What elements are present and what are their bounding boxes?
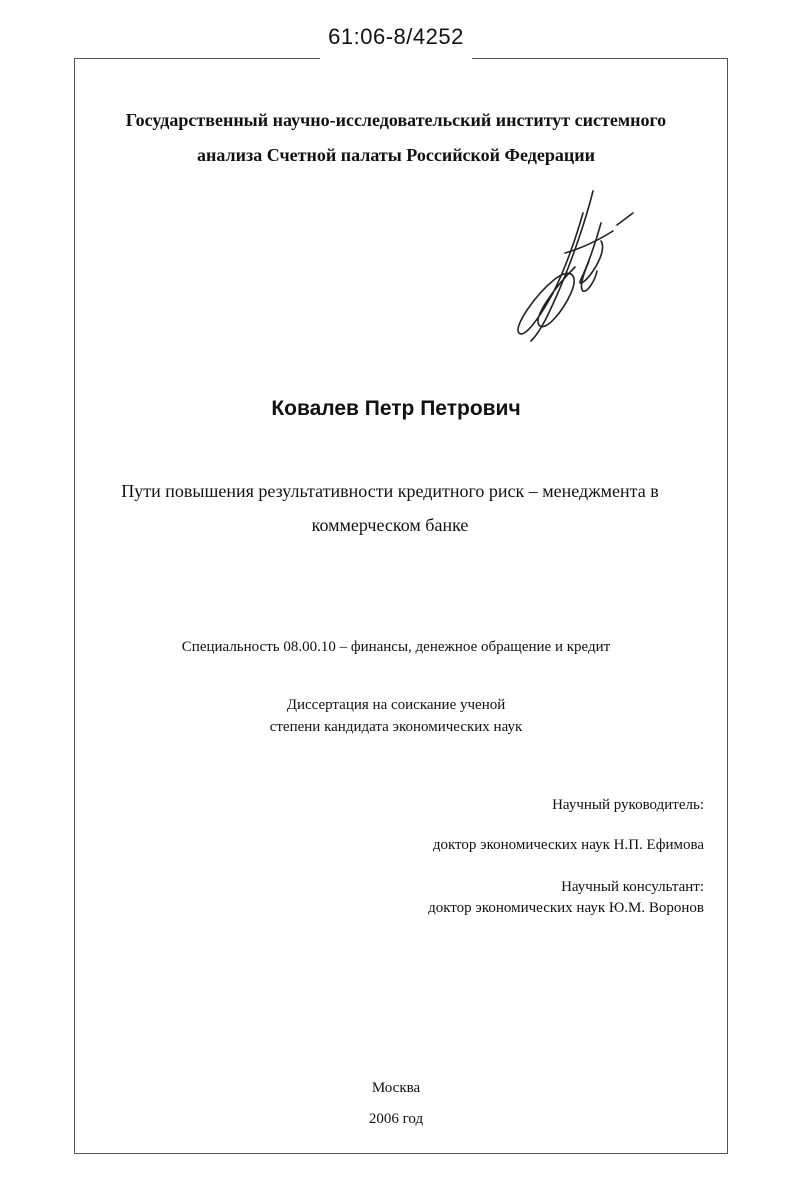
thesis-title-line-2: коммерческом банке xyxy=(311,515,469,535)
supervisor-name: доктор экономических наук Н.П. Ефимова xyxy=(432,837,704,853)
frame-top-right xyxy=(472,58,728,59)
degree-line-2: степени кандидата экономических наук xyxy=(269,719,523,735)
frame-top-left xyxy=(74,58,320,59)
thesis-title-line-1: Пути повышения результативности кредитного риск – менеджмента в xyxy=(121,481,659,501)
frame-left xyxy=(74,58,75,1154)
degree-line-1: Диссертация на соискание ученой xyxy=(286,697,506,713)
supervisor-role: Научный руководитель: xyxy=(552,797,704,813)
footer xyxy=(0,1073,792,1135)
frame-bottom xyxy=(74,1153,728,1154)
institute-line-2: анализа Счетной палаты Российской Федерации xyxy=(197,145,595,165)
archive-code: 61:06-8/4252 xyxy=(328,24,464,49)
degree-statement xyxy=(0,694,792,738)
consultant-role: Научный консультант: xyxy=(561,879,704,895)
consultant-name: доктор экономических наук Ю.М. Воронов xyxy=(428,900,704,916)
thesis-title xyxy=(90,474,690,542)
year: 2006 год xyxy=(368,1111,424,1127)
handwritten-signature xyxy=(505,183,645,348)
institute-name xyxy=(0,103,792,173)
frame-right xyxy=(727,58,728,1154)
author-name: Ковалев Петр Петрович xyxy=(271,397,521,420)
city: Москва xyxy=(371,1080,421,1096)
institute-line-1: Государственный научно-исследовательский институт системного xyxy=(125,110,667,130)
specialty: Специальность 08.00.10 – финансы, денежное обращение и кредит xyxy=(181,639,611,655)
consultant xyxy=(428,877,704,919)
